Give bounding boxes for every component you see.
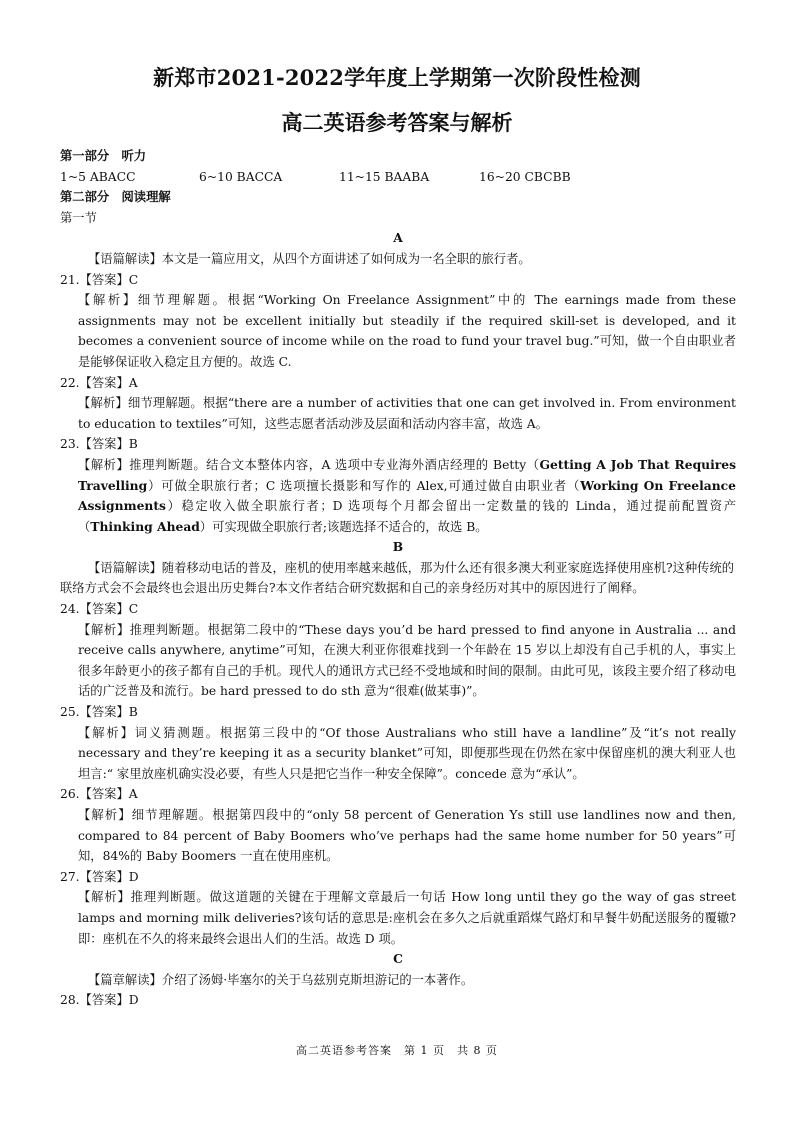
document-title: 新郑市2021-2022学年度上学期第一次阶段性检测 bbox=[153, 65, 641, 90]
q25-explanation: 【解析】词义猜测题。根据第三段中的“Of those Australians who still have a landline”及“it’s not really necessary and they’re keeping it as a security blanket”可知，即便那些现在仍然在家中保留座机的澳大利亚人也坦言:“ 家里放座机确实没必要，有些人只是把它当作一种安全保障”。concede 意为“承认”。 bbox=[78, 725, 736, 781]
listening-answer-group: 11~15 BAABA bbox=[339, 169, 430, 184]
q22-explanation: 【解析】细节理解题。根据“there are a number of activities that one can get involved in. From environment to education to textiles”可知，这些志愿者活动涉及层面和活动内容丰富，故选 A。 bbox=[78, 396, 736, 431]
passage-b-letter: B bbox=[392, 539, 404, 555]
q23-bold-heading: Thinking Ahead bbox=[90, 518, 200, 534]
q21-explanation: 【解析】细节理解题。根据“Working On Freelance Assignment”中的 The earnings made from these assignments may not be excellent initially but steadily if the required skill-set is developed, and it becomes a convenient source of income while on the road to fund your travel bug.”可知，做一个自由职业者是能够保证收入稳定且方便的。故选 C. bbox=[78, 293, 736, 369]
part1-heading: 第一部分 听力 bbox=[60, 148, 147, 163]
q27-answer: 27.【答案】D bbox=[60, 869, 139, 884]
q23-bold-heading: Getting A Job That Requires Travelling bbox=[78, 456, 737, 493]
q23-text-part: ）可实现做全职旅行者;该题选择不适合的，故选 B。 bbox=[199, 519, 488, 534]
q24-answer: 24.【答案】C bbox=[60, 602, 139, 617]
q23-text-part: 【解析】推理判断题。结合文本整体内容，A 选项中专业海外酒店经理的 Betty（ bbox=[78, 457, 540, 472]
passage-c-intro: 【篇章解读】介绍了汤姆·毕塞尔的关于乌兹别克斯坦游记的一本著作。 bbox=[88, 972, 474, 987]
passage-a-intro: 【语篇解读】本文是一篇应用文，从四个方面讲述了如何成为一名全职的旅行者。 bbox=[88, 251, 531, 266]
q22-answer: 22.【答案】A bbox=[60, 375, 138, 390]
q23-text-part: ）可做全职旅行者；C 选项擅长摄影和写作的 Alex,可通过做自由职业者（ bbox=[147, 478, 581, 493]
q23-bold-heading: Working On Freelance Assignments bbox=[78, 477, 736, 514]
q21-answer: 21.【答案】C bbox=[60, 272, 139, 287]
listening-answer-group: 16~20 CBCBB bbox=[479, 169, 571, 184]
passage-b-intro: 【语篇解读】随着移动电话的普及，座机的使用率越来越低，那为什么还有很多澳大利亚家庭选择使用座机?这种传统的联络方式会不会最终也会退出历史舞台?本文作者结合研究数据和自己的亲身经历对其中的原因进行了阐释。 bbox=[60, 560, 735, 596]
q23-explanation bbox=[60, 455, 736, 537]
q23-answer: 23.【答案】B bbox=[60, 437, 138, 452]
q26-explanation: 【解析】细节理解题。根据第四段中的“only 58 percent of Generation Ys still use landlines now and then, compared to 84 percent of Baby Boomers who’ve perhaps had the same home number for 50 years”可知，84%的 Baby Boomers 一直在使用座机。 bbox=[78, 808, 736, 864]
q28-answer: 28.【答案】D bbox=[60, 993, 139, 1008]
listening-answers bbox=[60, 167, 736, 188]
part2-heading: 第二部分 阅读理解 bbox=[60, 189, 171, 205]
document-body bbox=[60, 146, 736, 1011]
document-subtitle: 高二英语参考答案与解析 bbox=[281, 110, 513, 135]
page-footer: 高二英语参考答案 第 1 页 共 8 页 bbox=[296, 1044, 498, 1057]
passage-a-letter: A bbox=[393, 230, 403, 246]
q23-text-part: ）稳定收入做全职旅行者；D 选项每个月都会留出一定数量的钱的 Linda，通过提前配置资产（ bbox=[78, 499, 736, 534]
passage-c-letter: C bbox=[393, 951, 403, 967]
listening-answer-group: 6~10 BACCA bbox=[199, 169, 283, 184]
section-label: 第一节 bbox=[60, 210, 97, 225]
q26-answer: 26.【答案】A bbox=[60, 787, 138, 802]
q27-explanation: 【解析】推理判断题。做这道题的关键在于理解文章最后一句话 How long until they go the way of gas street lamps and morning milk deliveries?该句话的意思是:座机会在多久之后就重蹈煤气路灯和早餐牛奶配送服务的覆辙?即：座机在不久的将来最终会退出人们的生活。故选 D 项。 bbox=[78, 890, 736, 946]
listening-answer-group: 1~5 ABACC bbox=[60, 169, 136, 184]
q24-explanation: 【解析】推理判断题。根据第二段中的“These days you’d be hard pressed to find anyone in Australia ... and receive calls anywhere, anytime”可知，在澳大利亚你很难找到一个年龄在 15 岁以上却没有自己手机的人，事实上很多年龄更小的孩子都有自己的手机。现代人的通讯方式已经不受地域和时间的限制。由此可见，该段主要介绍了移动电话的广泛普及和流行。be hard pressed to do sth 意为“很难(做某事)”。 bbox=[78, 622, 736, 699]
q25-answer: 25.【答案】B bbox=[60, 705, 138, 720]
